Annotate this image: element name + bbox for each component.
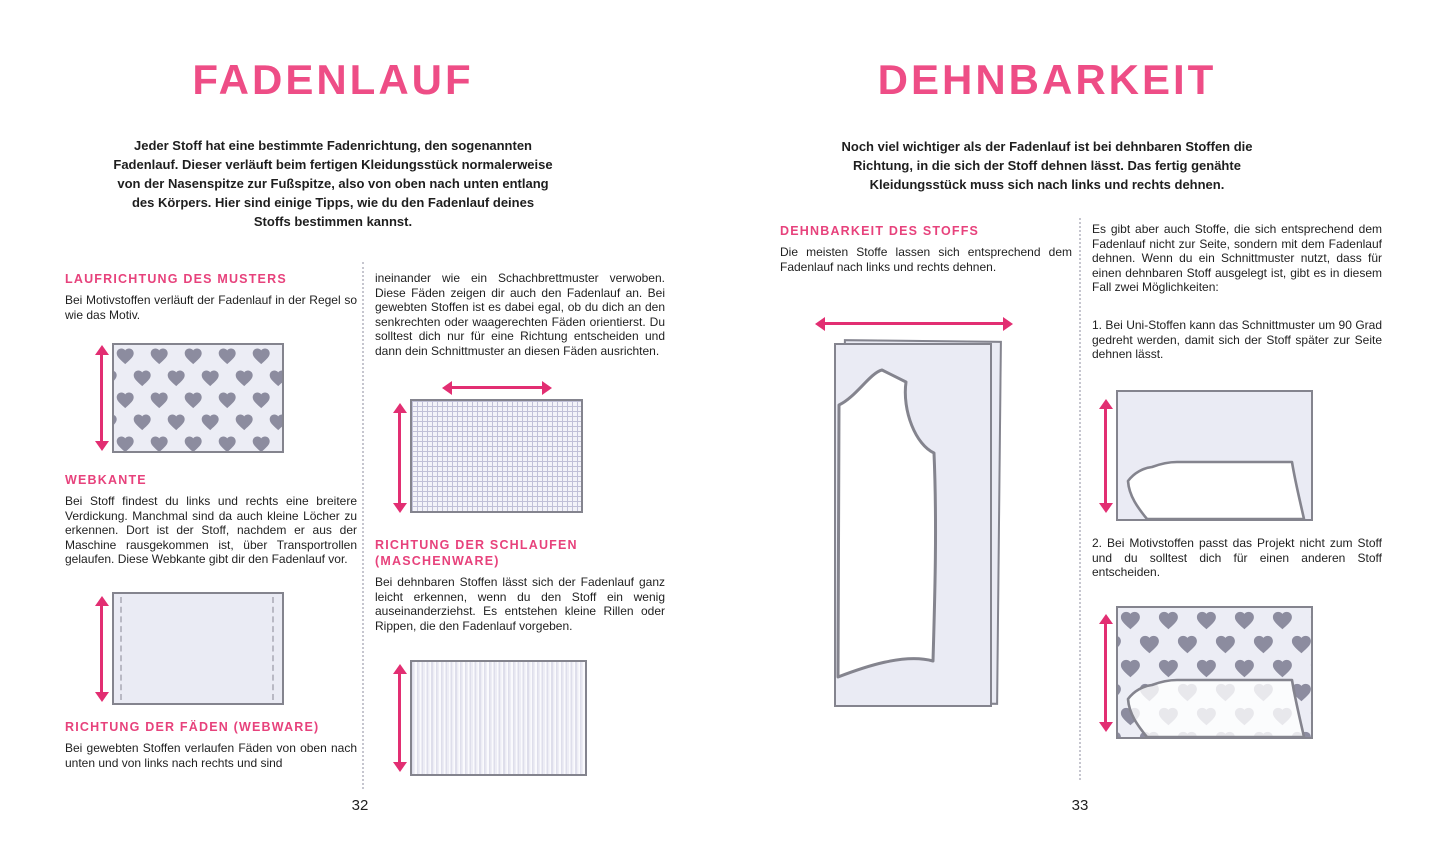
grid-fabric-swatch [410, 399, 583, 513]
column-divider-left-page [362, 262, 364, 789]
page-title-fadenlauf: FADENLAUF [192, 56, 474, 103]
stretch-arrow-vertical-icon [1104, 623, 1107, 723]
page-number-left: 32 [351, 797, 369, 814]
stretch-column-intro: Es gibt aber auch Stoffe, die sich entsprechend dem Fadenlauf nicht zur Seite, sondern mit dem Fadenlauf dehnen. Wenn du ein Schnittmuster nutzt, dass für einen dehnbaren Stoff ausgelegt ist, gibt es in diesem Fall zwei Möglichkeiten: [1092, 222, 1382, 295]
heart-pattern-graphic [1118, 608, 1311, 737]
grainline-arrow-vertical-icon [398, 673, 401, 763]
stretch-arrow-vertical-icon [1104, 408, 1107, 504]
section-webkante [65, 472, 357, 567]
grainline-arrow-horizontal-icon [451, 386, 543, 389]
section-heading: LAUFRICHTUNG DES MUSTERS [65, 272, 287, 286]
folded-fabric-illustration [816, 322, 1010, 711]
pattern-piece-overlay [1128, 680, 1304, 737]
section-body: Bei gewebten Stoffen verlaufen Fäden von oben nach unten und von links nach rechts und sind [65, 741, 357, 770]
stretch-arrow-horizontal-icon [824, 322, 1004, 325]
intro-fadenlauf: Jeder Stoff hat eine bestimmte Fadenrichtung, den sogenannten Fadenlauf. Dieser verläuft beim fertigen Kleidungsstück normalerweise von der Nasenspitze zur Fußspitze, also von oben nach unten entlang des Körpers. Hier sind einige Tipps, wie du den Fadenlauf deines Stoffs bestimmen kannst. [113, 138, 553, 229]
section-heading: WEBKANTE [65, 473, 147, 487]
pattern-piece-outline-rotated [1118, 392, 1311, 519]
rotated-pattern-illustration [1104, 390, 1313, 521]
section-dehnbarkeit-des-stoffs [780, 223, 1072, 274]
section-richtung-der-faeden [65, 719, 357, 770]
section-body: Bei dehnbaren Stoffen lässt sich der Fadenlauf ganz leicht erkennen, wenn du den Stoff ein wenig auseinanderziehst. Es entstehen kleine Rillen oder Rippen, die den Fadenlauf vorgeben. [375, 575, 665, 633]
heart-fabric-swatch [112, 343, 284, 453]
selvage-fabric-swatch [112, 592, 284, 705]
ribbed-fabric-illustration [398, 660, 587, 776]
woven-grid-illustration [398, 386, 583, 513]
section-richtung-der-schlaufen [375, 537, 665, 633]
heart-pattern-graphic [114, 345, 282, 451]
option-1-text: 1. Bei Uni-Stoffen kann das Schnittmuster um 90 Grad gedreht werden, damit sich der Stoff später zur Seite dehnen lässt. [1092, 318, 1382, 362]
heart-fabric-illustration [100, 343, 284, 453]
fabric-front-layer [834, 343, 992, 707]
motif-mismatch-illustration [1104, 606, 1313, 739]
page-number-right: 33 [1071, 797, 1089, 814]
continuation-text: ineinander wie ein Schachbrettmuster verwoben. Diese Fäden zeigen dir auch den Fadenlauf an. Bei gewebten Stoffen ist es dabei egal, ob du dich an den senkrechten oder waagerechten Fäden orientierst. Du solltest dich nur für eine Richtung entscheiden und dann dein Schnittmuster an diesen Fäden ausrichten. [375, 271, 665, 358]
grainline-arrow-vertical-icon [100, 354, 103, 442]
option-2-text: 2. Bei Motivstoffen passt das Projekt nicht zum Stoff und du solltest dich für einen anderen Stoff entscheiden. [1092, 536, 1382, 580]
column-divider-right-page [1079, 218, 1081, 780]
selvage-fabric-illustration [100, 592, 284, 705]
section-body: Bei Motivstoffen verläuft der Fadenlauf in der Regel so wie das Motiv. [65, 293, 357, 322]
plain-fabric-swatch [1116, 390, 1313, 521]
heart-fabric-swatch [1116, 606, 1313, 739]
section-heading: RICHTUNG DER FÄDEN (WEBWARE) [65, 720, 320, 734]
intro-dehnbarkeit: Noch viel wichtiger als der Fadenlauf ist bei dehnbaren Stoffen die Richtung, in die sich der Stoff dehnen lässt. Das fertig genähte Kleidungsstück muss sich nach links und rechts dehnen. [841, 139, 1253, 192]
section-laufrichtung-des-musters [65, 271, 357, 322]
section-heading: RICHTUNG DER SCHLAUFEN (MASCHENWARE) [375, 538, 578, 568]
grainline-arrow-vertical-icon [398, 412, 401, 504]
grainline-arrow-vertical-icon [100, 605, 103, 693]
section-body: Bei Stoff findest du links und rechts eine breitere Verdickung. Manchmal sind da auch kleine Löcher zu erkennen. Dort ist der Stoff, nachdem er aus der Maschine rausgekommen ist, über Transportrollen gelaufen. Diese Webkante gibt dir den Fadenlauf vor. [65, 494, 357, 567]
pattern-piece-outline [836, 345, 990, 705]
section-heading: DEHNBARKEIT DES STOFFS [780, 224, 980, 238]
ribbed-fabric-swatch [410, 660, 587, 776]
section-body: Die meisten Stoffe lassen sich entsprechend dem Fadenlauf nach links und rechts dehnen. [780, 245, 1072, 274]
page-title-dehnbarkeit: DEHNBARKEIT [877, 56, 1217, 103]
folded-fabric-swatch [834, 339, 1010, 711]
